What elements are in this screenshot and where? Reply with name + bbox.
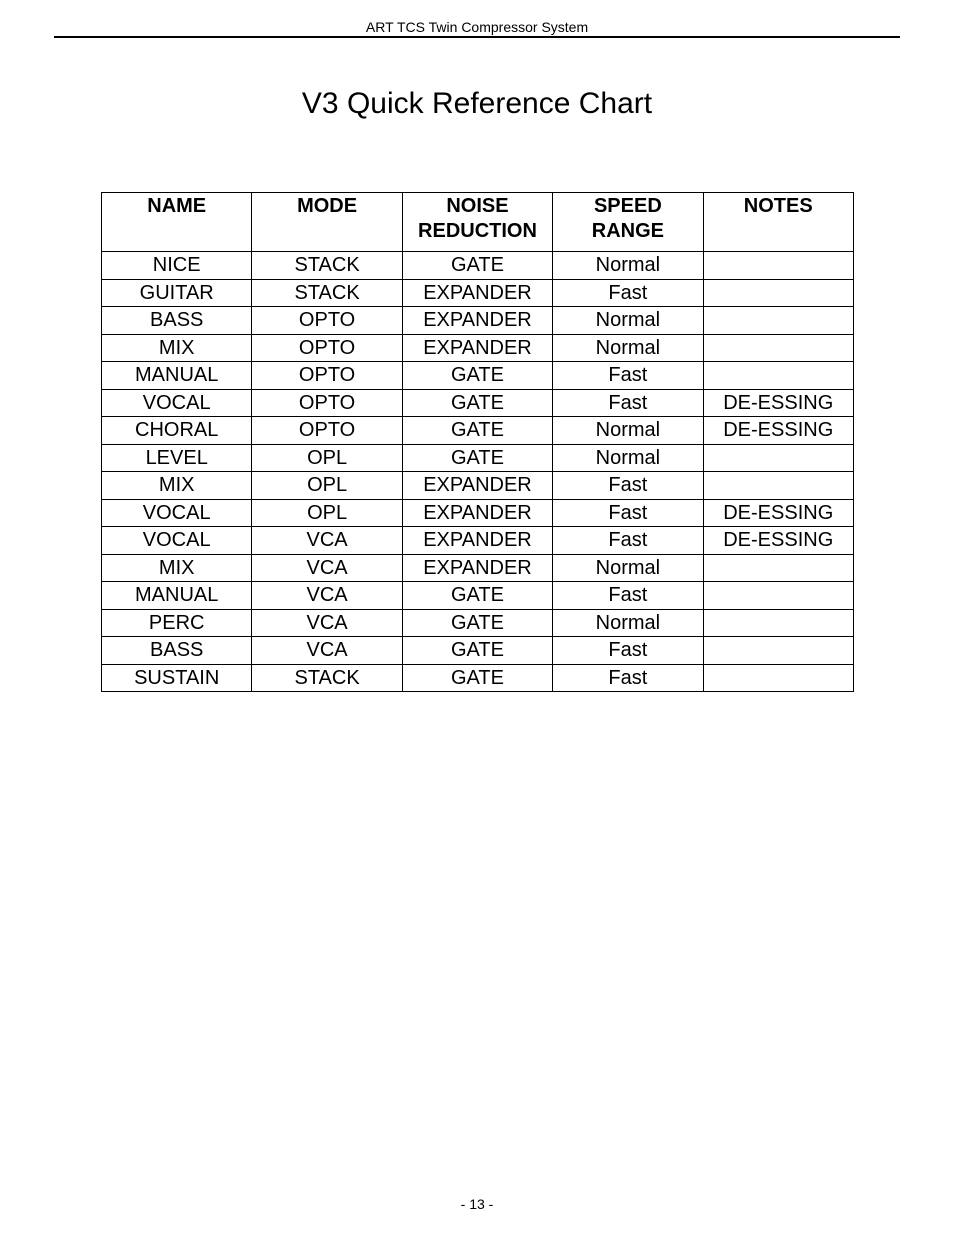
column-header-line: NAME: [147, 195, 207, 217]
cell-mode: VCA: [252, 609, 402, 637]
cell-mode: OPTO: [252, 389, 402, 417]
cell-name: LEVEL: [102, 444, 252, 472]
cell-name: MIX: [102, 334, 252, 362]
cell-notes: [703, 554, 853, 582]
cell-noise-reduction: GATE: [402, 252, 552, 280]
cell-speed-range: Normal: [553, 444, 703, 472]
table-row: [102, 472, 854, 500]
cell-mode: STACK: [252, 279, 402, 307]
column-header-mode: [252, 193, 402, 252]
cell-noise-reduction: GATE: [402, 582, 552, 610]
cell-noise-reduction: GATE: [402, 444, 552, 472]
cell-mode: VCA: [252, 637, 402, 665]
cell-name: VOCAL: [102, 389, 252, 417]
cell-notes: [703, 664, 853, 692]
cell-notes: [703, 307, 853, 335]
cell-name: VOCAL: [102, 527, 252, 555]
cell-speed-range: Fast: [553, 362, 703, 390]
cell-speed-range: Fast: [553, 664, 703, 692]
cell-noise-reduction: EXPANDER: [402, 334, 552, 362]
cell-mode: OPTO: [252, 307, 402, 335]
cell-speed-range: Fast: [553, 582, 703, 610]
cell-name: VOCAL: [102, 499, 252, 527]
cell-notes: [703, 609, 853, 637]
cell-noise-reduction: GATE: [402, 609, 552, 637]
cell-mode: STACK: [252, 252, 402, 280]
column-header-line: NOTES: [743, 195, 813, 217]
cell-name: MANUAL: [102, 582, 252, 610]
cell-speed-range: Normal: [553, 554, 703, 582]
cell-speed-range: Fast: [553, 279, 703, 307]
cell-noise-reduction: EXPANDER: [402, 527, 552, 555]
cell-name: NICE: [102, 252, 252, 280]
cell-mode: OPTO: [252, 417, 402, 445]
table-row: [102, 444, 854, 472]
cell-name: SUSTAIN: [102, 664, 252, 692]
cell-speed-range: Fast: [553, 637, 703, 665]
cell-noise-reduction: GATE: [402, 637, 552, 665]
column-header-notes: [703, 193, 853, 252]
cell-speed-range: Normal: [553, 334, 703, 362]
cell-mode: OPTO: [252, 362, 402, 390]
cell-noise-reduction: EXPANDER: [402, 279, 552, 307]
column-header-speed-range: [553, 193, 703, 252]
table-row: [102, 637, 854, 665]
cell-notes: DE-ESSING: [703, 499, 853, 527]
cell-notes: [703, 362, 853, 390]
table-row: [102, 582, 854, 610]
quick-reference-table: [101, 192, 854, 692]
cell-notes: DE-ESSING: [703, 389, 853, 417]
table-row: [102, 334, 854, 362]
cell-mode: VCA: [252, 527, 402, 555]
cell-speed-range: Normal: [553, 609, 703, 637]
cell-noise-reduction: EXPANDER: [402, 307, 552, 335]
table-body: [102, 252, 854, 692]
cell-notes: DE-ESSING: [703, 527, 853, 555]
table-row: [102, 252, 854, 280]
table-row: [102, 279, 854, 307]
cell-noise-reduction: GATE: [402, 417, 552, 445]
cell-speed-range: Fast: [553, 472, 703, 500]
cell-mode: STACK: [252, 664, 402, 692]
cell-notes: [703, 252, 853, 280]
cell-name: PERC: [102, 609, 252, 637]
table-header-row: [102, 193, 854, 252]
running-header: ART TCS Twin Compressor System: [54, 18, 900, 38]
table-row: [102, 527, 854, 555]
column-header-line: RANGE: [591, 220, 664, 242]
column-header-name: [102, 193, 252, 252]
cell-mode: OPL: [252, 444, 402, 472]
cell-speed-range: Normal: [553, 417, 703, 445]
table-row: [102, 609, 854, 637]
cell-speed-range: Fast: [553, 527, 703, 555]
cell-noise-reduction: EXPANDER: [402, 499, 552, 527]
column-header-line: NOISE: [446, 195, 509, 217]
column-header-line: MODE: [297, 195, 358, 217]
cell-name: BASS: [102, 637, 252, 665]
cell-noise-reduction: GATE: [402, 664, 552, 692]
table-row: [102, 499, 854, 527]
cell-name: CHORAL: [102, 417, 252, 445]
cell-mode: VCA: [252, 582, 402, 610]
cell-name: MIX: [102, 472, 252, 500]
cell-notes: DE-ESSING: [703, 417, 853, 445]
table-row: [102, 307, 854, 335]
cell-noise-reduction: GATE: [402, 389, 552, 417]
cell-notes: [703, 279, 853, 307]
table-row: [102, 389, 854, 417]
cell-mode: OPTO: [252, 334, 402, 362]
cell-name: MIX: [102, 554, 252, 582]
table-row: [102, 362, 854, 390]
column-header-noise-reduction: [402, 193, 552, 252]
cell-notes: [703, 334, 853, 362]
table-row: [102, 554, 854, 582]
cell-notes: [703, 472, 853, 500]
page-number: - 13 -: [460, 1196, 494, 1212]
cell-name: MANUAL: [102, 362, 252, 390]
cell-speed-range: Normal: [553, 307, 703, 335]
cell-noise-reduction: EXPANDER: [402, 554, 552, 582]
cell-notes: [703, 444, 853, 472]
cell-notes: [703, 637, 853, 665]
cell-name: BASS: [102, 307, 252, 335]
cell-speed-range: Normal: [553, 252, 703, 280]
cell-speed-range: Fast: [553, 499, 703, 527]
page-title: V3 Quick Reference Chart: [301, 87, 653, 120]
cell-notes: [703, 582, 853, 610]
table-row: [102, 664, 854, 692]
column-header-line: REDUCTION: [418, 220, 537, 242]
cell-mode: VCA: [252, 554, 402, 582]
cell-mode: OPL: [252, 499, 402, 527]
cell-mode: OPL: [252, 472, 402, 500]
table-row: [102, 417, 854, 445]
column-header-line: SPEED: [593, 195, 662, 217]
cell-name: GUITAR: [102, 279, 252, 307]
cell-noise-reduction: GATE: [402, 362, 552, 390]
cell-noise-reduction: EXPANDER: [402, 472, 552, 500]
cell-speed-range: Fast: [553, 389, 703, 417]
